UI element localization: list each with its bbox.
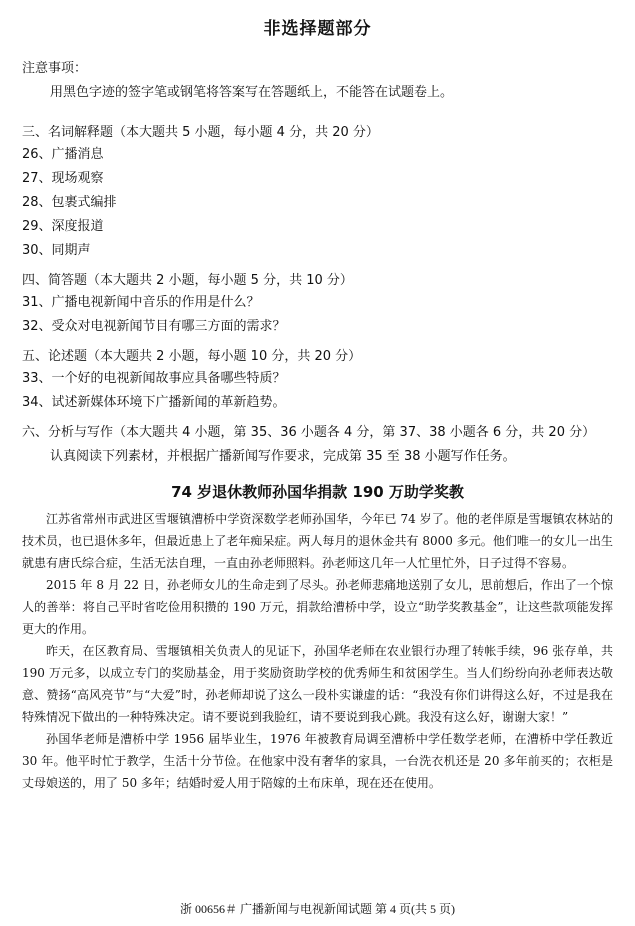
section-heading: 四、简答题（本大题共 2 小题，每小题 5 分，共 10 分） — [22, 273, 353, 288]
article-paragraph: 2015 年 8 月 22 日，孙老师女儿的生命走到了尽头。孙老师悲痛地送别了女儿，思前想后，作出了一个惊人的善举：将自己平时省吃俭用积攒的 190 万元，捐款给漕桥中学，设立“助学奖教基金”，让这些款项能发挥更大的作用。 — [22, 578, 613, 636]
article-title: 74 岁退休教师孙国华捐款 190 万助学奖教 — [171, 483, 464, 501]
question-item: 28、包裹式编排 — [22, 195, 117, 210]
part-title: 非选择题部分 — [263, 19, 372, 39]
section-4 — [22, 271, 613, 339]
article-paragraph: 昨天，在区教育局、雪堰镇相关负责人的见证下，孙国华老师在农业银行办理了转帐手续，96 张存单，共 190 万元多，以成立专门的奖励基金，用于奖励资助学校的优秀师生和贫困学生。当人们纷纷向孙老师表达敬意、赞扬“高风亮节”与“大爱”时，孙老师却说了这么一段朴实谦虚的话：“我没有你们讲得这么好，不过是我在特殊情况下做出的一种特殊决定。请不要说到我脸红，请不要说到我心跳。我没有这么好，谢谢大家！” — [22, 644, 613, 724]
question-item: 26、广播消息 — [22, 147, 104, 162]
section-instruction: 认真阅读下列素材，并根据广播新闻写作要求，完成第 35 至 38 小题写作任务。 — [50, 449, 516, 464]
question-list — [22, 291, 613, 339]
question-item: 32、受众对电视新闻节目有哪三方面的需求？ — [22, 319, 286, 334]
question-list — [22, 143, 613, 263]
section-3 — [22, 123, 613, 263]
article-paragraph: 江苏省常州市武进区雪堰镇漕桥中学资深数学老师孙国华，今年已 74 岁了。他的老伴原是雪堰镇农林站的技术员，也已退休多年，但最近患上了老年痴呆症。两人每月的退休金共有 8000 多元。他们唯一的女儿一出生就患有唐氏综合症，生活无法自理，一直由孙老师照料。孙老师这几年一人忙里忙外，日子过得不容易。 — [22, 512, 613, 570]
question-item: 30、同期声 — [22, 243, 91, 258]
notice-label: 注意事项： — [22, 61, 88, 76]
section-heading: 三、名词解释题（本大题共 5 小题，每小题 4 分，共 20 分） — [22, 125, 379, 140]
article-paragraph: 孙国华老师是漕桥中学 1956 届毕业生，1976 年被教育局调至漕桥中学任数学老师，在漕桥中学任教近 30 年。他平时忙于教学，生活十分节俭。在他家中没有奢华的家具，一台洗衣机还是 20 多年前买的；衣柜是丈母娘送的，用了 50 多年；结婚时爱人用于陪嫁的土布床单，现在还在使用。 — [22, 732, 613, 790]
page-footer: 浙 00656＃ 广播新闻与电视新闻试题 第 4 页(共 5 页) — [180, 902, 455, 916]
section-5 — [22, 347, 613, 415]
question-item: 27、现场观察 — [22, 171, 104, 186]
question-item: 34、试述新媒体环境下广播新闻的革新趋势。 — [22, 395, 286, 410]
section-heading: 六、分析与写作（本大题共 4 小题，第 35、36 小题各 4 分，第 37、38 小题各 6 分，共 20 分） — [22, 425, 596, 440]
question-item: 29、深度报道 — [22, 219, 104, 234]
section-6 — [22, 423, 613, 467]
notice-body: 用黑色字迹的签字笔或钢笔将答案写在答题纸上，不能答在试题卷上。 — [50, 85, 454, 100]
question-item: 31、广播电视新闻中音乐的作用是什么？ — [22, 295, 260, 310]
question-item: 33、一个好的电视新闻故事应具备哪些特质？ — [22, 371, 286, 386]
question-list — [22, 367, 613, 415]
section-heading: 五、论述题（本大题共 2 小题，每小题 10 分，共 20 分） — [22, 349, 362, 364]
article-body — [22, 508, 613, 794]
